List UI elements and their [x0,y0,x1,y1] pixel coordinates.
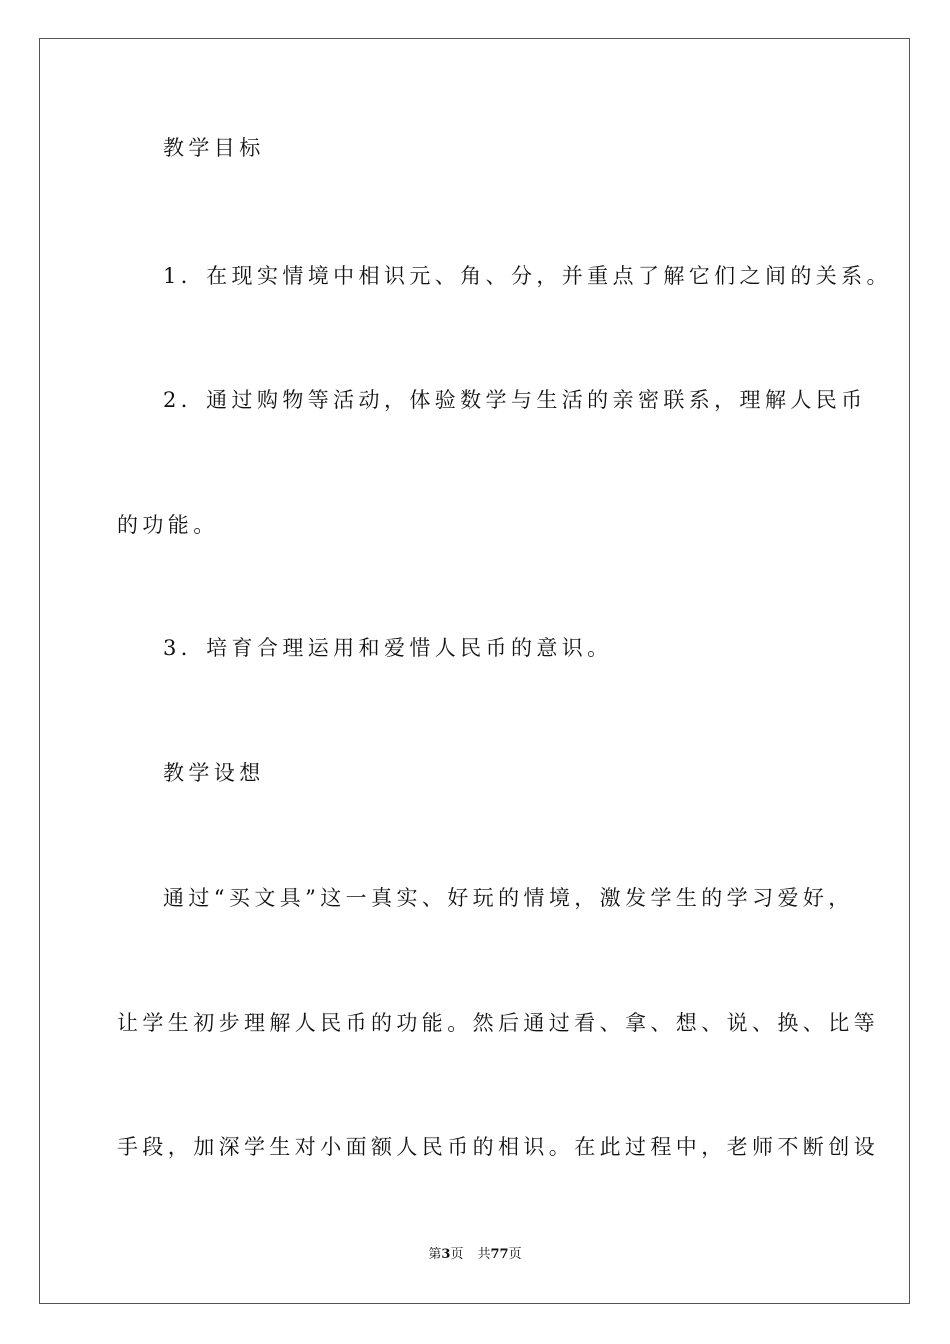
footer-page-prefix: 第 [428,1247,442,1262]
paragraph-goal-3: 3．培育合理运用和爱惜人民币的意识。 [163,636,613,660]
paragraph-goal-2-continued: 的功能。 [117,513,219,537]
footer-page-number: 3 [441,1247,451,1262]
paragraph-design-line-3: 手段，加深学生对小面额人民币的相识。在此过程中，老师不断创设 [117,1135,879,1159]
page-border [39,38,910,1304]
paragraph-design-line-2: 让学生初步理解人民币的功能。然后通过看、拿、想、说、换、比等 [117,1011,879,1035]
page-footer [0,1246,950,1264]
paragraph-goal-1: 1．在现实情境中相识元、角、分，并重点了解它们之间的关系。 [163,264,892,288]
paragraph-design-line-1: 通过“买文具”这一真实、好玩的情境，激发学生的学习爱好， [163,886,854,910]
footer-total-number: 77 [490,1247,509,1262]
footer-page-suffix: 页 [450,1247,464,1262]
heading-teaching-design: 教学设想 [163,761,265,785]
footer-total-suffix: 页 [508,1247,522,1262]
heading-teaching-goals: 教学目标 [163,136,265,160]
footer-total-prefix: 共 [477,1247,491,1262]
paragraph-goal-2: 2．通过购物等活动，体验数学与生活的亲密联系，理解人民币 [163,388,867,412]
